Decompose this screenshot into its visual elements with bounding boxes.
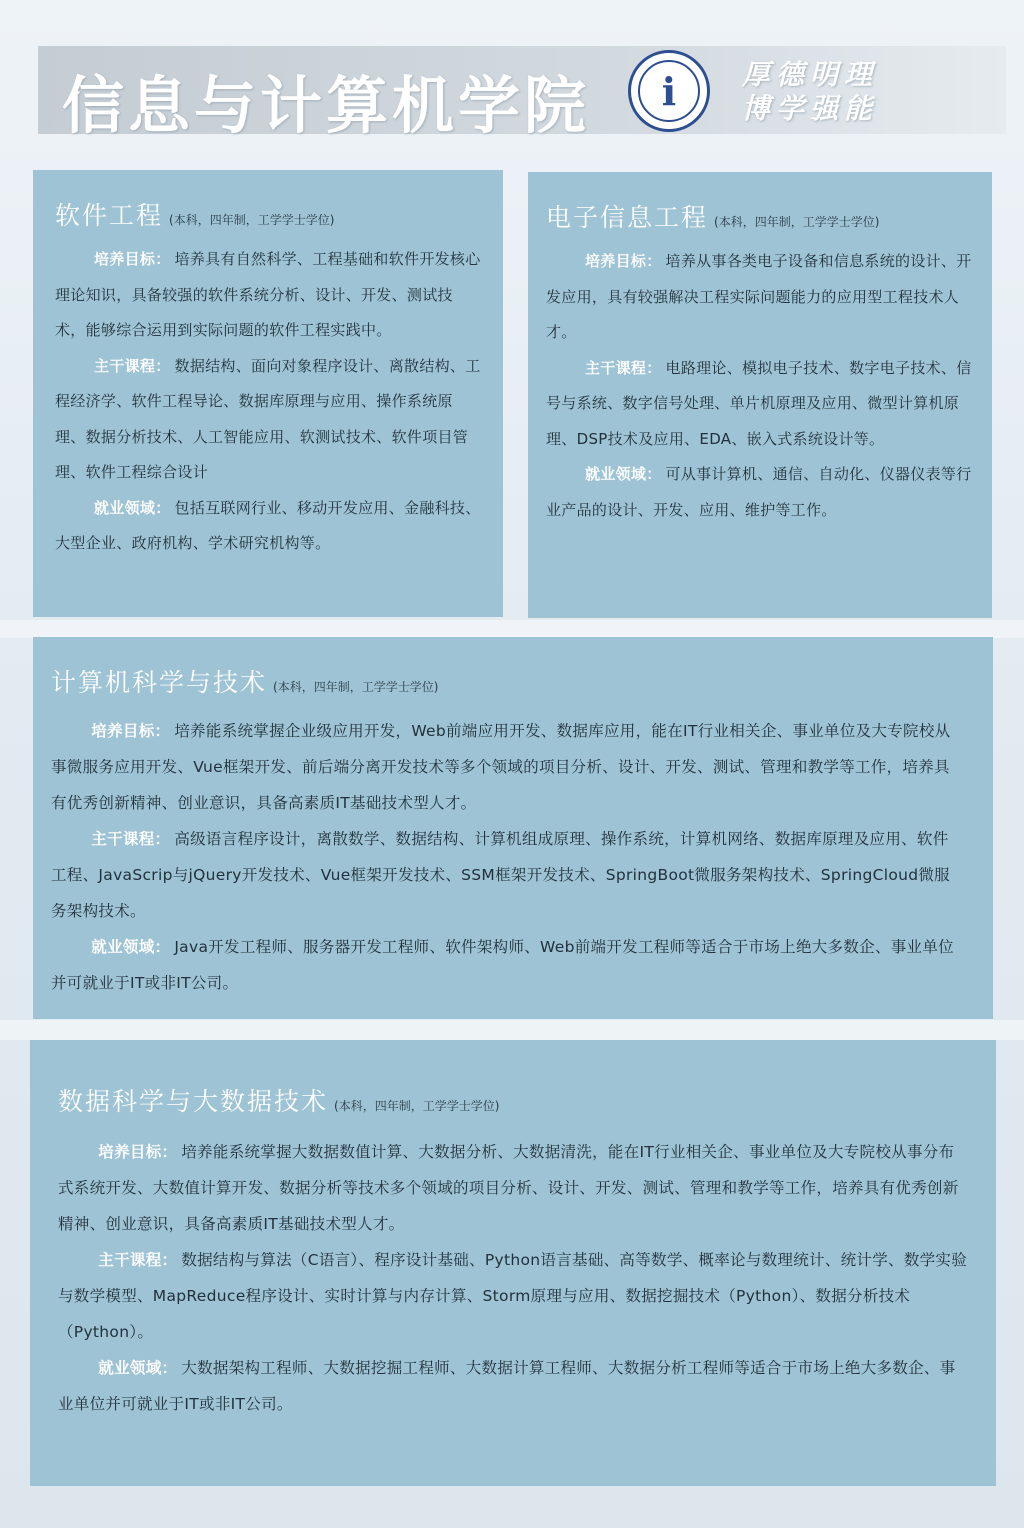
program-meta: (本科，四年制，工学学士学位) bbox=[169, 213, 335, 227]
logo-mark: i bbox=[661, 69, 677, 114]
program-jobs bbox=[55, 491, 483, 562]
jobs-label: 就业领域： bbox=[585, 465, 662, 483]
jobs-label: 就业领域： bbox=[94, 498, 171, 517]
courses-label: 主干课程： bbox=[91, 830, 171, 848]
program-name: 数据科学与大数据技术 bbox=[58, 1087, 329, 1116]
program-courses bbox=[55, 349, 483, 491]
goal-label: 培养目标： bbox=[91, 722, 171, 740]
motto-line-1: 厚德明理 bbox=[742, 58, 879, 91]
program-goal bbox=[58, 1134, 968, 1242]
courses-text: 高级语言程序设计，离散数学、数据结构、计算机组成原理、操作系统，计算机网络、数据库原理及应用、软件工程、JavaScrip与jQuery开发技术、Vue框架开发技术、SSM框架开发技术、SpringBoot微服务架构技术、SpringCloud微服务架构技术。 bbox=[51, 830, 950, 920]
courses-label: 主干课程： bbox=[585, 358, 662, 377]
jobs-label: 就业领域： bbox=[98, 1359, 178, 1377]
jobs-text: Java开发工程师、服务器开发工程师、软件架构师、Web前端开发工程师等适合于市场上绝大多数企、事业单位并可就业于IT或非IT公司。 bbox=[51, 938, 954, 992]
college-logo-icon bbox=[628, 50, 710, 132]
goal-label: 培养目标： bbox=[98, 1143, 178, 1161]
page-title: 信息与计算机学院 bbox=[62, 69, 591, 142]
program-panel-computer-science bbox=[33, 637, 993, 1019]
program-meta: (本科，四年制，工学学士学位) bbox=[273, 680, 439, 694]
program-meta: (本科，四年制，工学学士学位) bbox=[714, 215, 880, 229]
jobs-text: 可从事计算机、通信、自动化、仪器仪表等行业产品的设计、开发、应用、维护等工作。 bbox=[546, 465, 972, 519]
program-heading bbox=[546, 198, 974, 234]
college-motto bbox=[742, 58, 878, 126]
program-goal bbox=[546, 244, 974, 351]
program-goal bbox=[51, 713, 963, 821]
goal-label: 培养目标： bbox=[585, 252, 662, 270]
jobs-text: 大数据架构工程师、大数据挖掘工程师、大数据计算工程师、大数据分析工程师等适合于市场上绝大多数企、事业单位并可就业于IT或非IT公司。 bbox=[58, 1359, 956, 1413]
program-courses bbox=[546, 351, 974, 458]
program-jobs bbox=[58, 1350, 968, 1422]
goal-text: 培养具有自然科学、工程基础和软件开发核心理论知识，具备较强的软件系统分析、设计、开发、测试技术，能够综合运用到实际问题的软件工程实践中。 bbox=[55, 250, 481, 339]
courses-text: 数据结构与算法（C语言）、程序设计基础、Python语言基础、高等数学、概率论与数理统计、统计学、数学实验与数学模型、MapReduce程序设计、实时计算与内存计算、Storm原理与应用、数据挖掘技术（Python）、数据分析技术（Python）。 bbox=[58, 1251, 968, 1341]
program-name: 计算机科学与技术 bbox=[51, 668, 268, 697]
program-jobs bbox=[546, 457, 974, 528]
program-name: 电子信息工程 bbox=[546, 203, 709, 232]
courses-label: 主干课程： bbox=[94, 356, 171, 375]
courses-text: 数据结构、面向对象程序设计、离散结构、工程经济学、软件工程导论、数据库原理与应用、操作系统原理、数据分析技术、人工智能应用、软测试技术、软件项目管理、软件工程综合设计 bbox=[55, 356, 481, 481]
courses-label: 主干课程： bbox=[98, 1251, 178, 1269]
program-courses bbox=[58, 1242, 968, 1350]
program-panel-software-engineering bbox=[33, 170, 503, 617]
program-panel-data-science bbox=[30, 1040, 996, 1486]
motto-line-2: 博学强能 bbox=[742, 92, 879, 125]
program-courses bbox=[51, 821, 963, 929]
program-name: 软件工程 bbox=[55, 201, 164, 230]
courses-text: 电路理论、模拟电子技术、数字电子技术、信号与系统、数字信号处理、单片机原理及应用、微型计算机原理、DSP技术及应用、EDA、嵌入式系统设计等。 bbox=[546, 358, 972, 448]
jobs-text: 包括互联网行业、移动开发应用、金融科技、大型企业、政府机构、学术研究机构等。 bbox=[55, 498, 481, 552]
program-panel-electronic-information-engineering bbox=[528, 172, 992, 618]
program-heading bbox=[51, 663, 963, 699]
jobs-label: 就业领域： bbox=[91, 938, 171, 956]
program-jobs bbox=[51, 929, 963, 1001]
program-meta: (本科，四年制，工学学士学位) bbox=[334, 1099, 500, 1113]
goal-label: 培养目标： bbox=[94, 250, 171, 268]
goal-text: 培养能系统掌握企业级应用开发，Web前端应用开发、数据库应用，能在IT行业相关企、事业单位及大专院校从事微服务应用开发、Vue框架开发、前后端分离开发技术等多个领域的项目分析、设计、开发、测试、管理和教学等工作，培养具有优秀创新精神、创业意识，具备高素质IT基础技术型人才。 bbox=[51, 722, 951, 812]
program-goal bbox=[55, 242, 483, 349]
goal-text: 培养从事各类电子设备和信息系统的设计、开发应用，具有较强解决工程实际问题能力的应用型工程技术人才。 bbox=[546, 252, 972, 341]
program-heading bbox=[55, 196, 483, 232]
goal-text: 培养能系统掌握大数据数值计算、大数据分析、大数据清洗，能在IT行业相关企、事业单位及大专院校从事分布式系统开发、大数值计算开发、数据分析等技术多个领域的项目分析、设计、开发、测试、管理和教学等工作，培养具有优秀创新精神、创业意识，具备高素质IT基础技术型人才。 bbox=[58, 1143, 959, 1233]
program-heading bbox=[58, 1082, 968, 1118]
